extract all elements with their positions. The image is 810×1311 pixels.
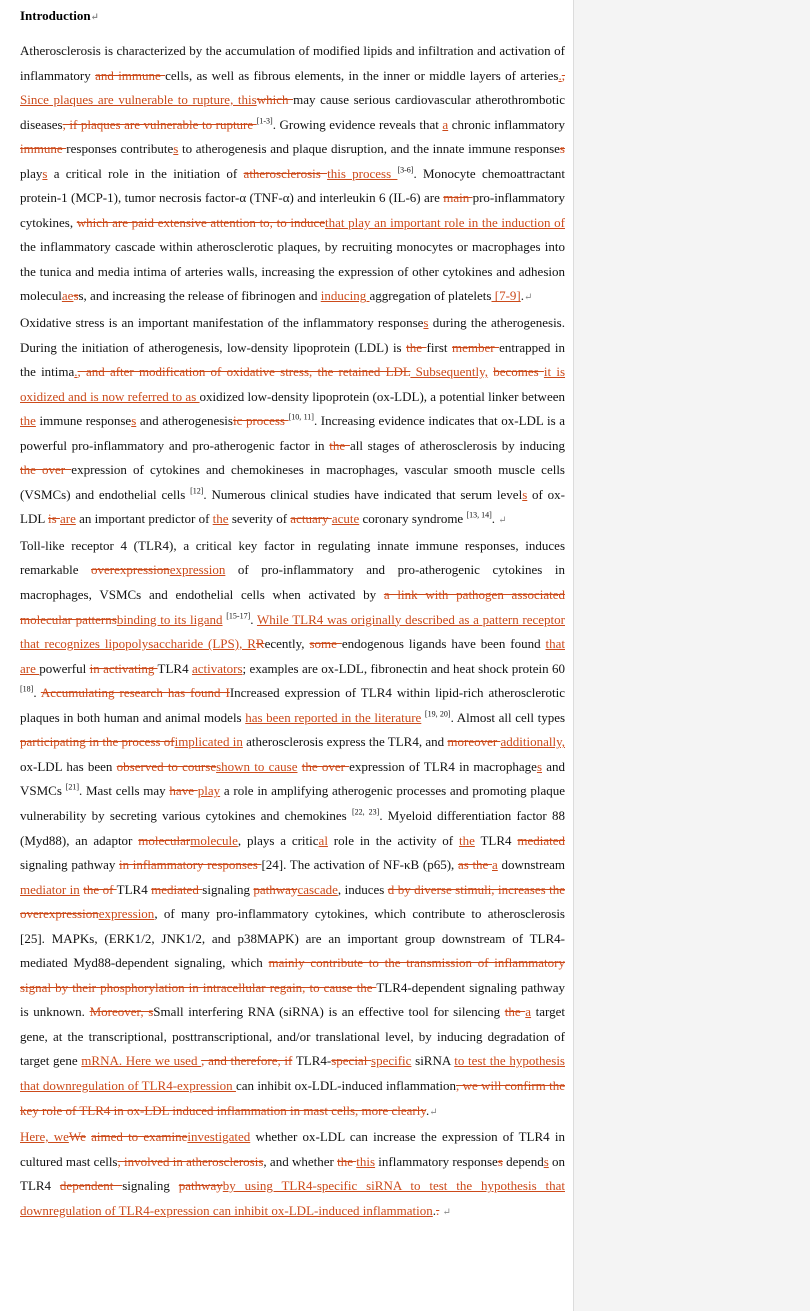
body-text: . <box>520 288 524 304</box>
body-text: and atherogenesis <box>136 413 233 429</box>
body-text: ecently, <box>264 636 310 652</box>
body-text: ; examples are ox-LDL, fibronectin and heat shock protein 60 <box>242 660 566 676</box>
inserted-text: implicated in <box>174 734 243 750</box>
body-text: , plays a critic <box>237 832 319 848</box>
body-text: of pro-inflammatory and pro-atherogenic cytokines in macrophages, VSMCs and endothelial cells when activated by <box>20 562 565 603</box>
inserted-text: mRNA. Here we used <box>81 1053 202 1069</box>
deleted-text: moreover <box>447 734 501 750</box>
body-text: expression of TLR4 in macrophage <box>349 758 537 774</box>
inserted-text: While TLR4 was originally described as a pattern receptor that recognizes lipopolysaccharide (LPS), R <box>20 611 565 652</box>
deleted-text: molecular <box>138 832 191 848</box>
inserted-text: . <box>558 67 562 83</box>
inserted-text: expression <box>98 906 155 922</box>
inserted-text: to test the hypothesis that downregulation of TLR4-expression <box>20 1053 565 1093</box>
body-text: and VSMCs <box>20 758 565 799</box>
citation: [3-6] <box>397 165 414 175</box>
deleted-text: which are paid extensive attention to, to induce <box>76 214 325 230</box>
inserted-text: activators <box>191 660 243 676</box>
deleted-text: , and therefore, if <box>201 1053 293 1069</box>
deleted-text: is <box>48 511 60 527</box>
paragraph-mark-icon: ↵ <box>498 515 507 527</box>
body-text: chronic inflammatory <box>448 116 565 132</box>
inserted-text: the <box>458 832 475 848</box>
inserted-text: expression <box>169 562 226 578</box>
body-text: may cause serious cardiovascular atherothrombotic diseases <box>20 92 565 132</box>
deleted-text: the <box>329 437 350 453</box>
inserted-text: s <box>173 141 179 157</box>
inserted-text: this <box>356 1153 376 1169</box>
document-body[interactable] <box>20 39 565 1225</box>
deleted-text: special <box>331 1053 372 1069</box>
paragraph-mark-icon: ↵ <box>90 12 99 23</box>
deleted-text: , if plaques are vulnerable to rupture <box>62 116 257 132</box>
body-text: . Almost all cell types <box>450 709 566 725</box>
inserted-text: . <box>74 364 78 380</box>
inserted-text: that play an important role in the induction of <box>325 214 566 230</box>
citation: [13, 14] <box>466 511 492 521</box>
deleted-text: the over <box>20 462 72 478</box>
body-text: pro-inflammatory cytokines, <box>20 190 565 230</box>
inserted-text: al <box>318 832 328 848</box>
body-text: responses contribute <box>66 141 174 157</box>
body-text: a role in amplifying atherogenic processes and promoting plaque vulnerability by secreting various cytokines and chemokines <box>20 783 565 823</box>
citation: [18] <box>20 684 34 694</box>
inserted-text: s <box>543 1153 549 1169</box>
body-text: . Growing evidence reveals that <box>272 116 443 132</box>
body-text: signaling <box>122 1178 179 1194</box>
inserted-text: specific <box>371 1053 412 1069</box>
body-text: entrapped in the intima <box>20 339 566 380</box>
deleted-text: member <box>452 339 500 355</box>
deleted-text: the <box>504 1004 526 1020</box>
deleted-text: immune <box>20 141 67 157</box>
body-text: during the atherogenesis. During the initiation of atherogenesis, low-density lipoprotein (LDL) is <box>20 315 565 355</box>
deleted-text: s <box>559 141 565 157</box>
deleted-text: s <box>497 1153 503 1169</box>
body-text: TLR4-dependent signaling pathway is unknown. <box>20 979 565 1020</box>
inserted-text: s <box>42 165 48 181</box>
deleted-text: which <box>256 92 294 108</box>
inserted-text: molecule <box>190 832 238 848</box>
inserted-text: cascade <box>297 881 338 897</box>
body-text: depend <box>502 1153 544 1169</box>
body-text: powerful <box>39 660 90 676</box>
heading-text: Introduction <box>20 8 91 23</box>
paragraph <box>20 1125 565 1225</box>
deleted-text: mediated <box>517 832 566 848</box>
deleted-text: observed to course <box>116 758 217 774</box>
section-heading <box>20 6 99 28</box>
inserted-text: a <box>525 1004 532 1020</box>
body-text: of ox-LDL <box>20 486 565 527</box>
body-text: [24]. The activation of NF-κB (p65), <box>261 857 458 873</box>
inserted-text: s <box>522 486 528 502</box>
inserted-text: inducing <box>320 288 370 304</box>
deleted-text: , involved in atherosclerosis <box>117 1153 264 1169</box>
paragraph-mark-icon: ↵ <box>429 1106 438 1118</box>
inserted-text: are <box>59 511 76 527</box>
paragraph-mark-icon: ↵ <box>442 1206 451 1218</box>
inserted-text: acute <box>331 511 360 527</box>
body-text: . <box>426 1102 430 1118</box>
deleted-text: actuary <box>290 511 332 527</box>
deleted-text: , <box>561 67 565 83</box>
body-text: a critical role in the initiation of <box>47 165 244 181</box>
deleted-text: mainly contribute to the transmission of inflammatory signal by their phosphorylation in intracellular regain, to cause the <box>20 955 566 995</box>
body-text: Small interfering RNA (siRNA) is an effective tool for silencing <box>153 1004 505 1020</box>
body-text: Oxidative stress is an important manifestation of the inflammatory response <box>20 315 424 331</box>
body-text: expression of cytokines and chemokineses in macrophages, vascular smooth muscle cells (VSMCs) and endothelial cells <box>20 462 565 502</box>
body-text: Atherosclerosis is characterized by the accumulation of modified lipids and infiltration and activation of inflammatory <box>20 43 565 83</box>
inserted-text: ae <box>61 288 74 304</box>
body-text: . <box>491 511 499 527</box>
body-text: first <box>426 339 453 355</box>
body-text: an important predictor of <box>75 511 213 527</box>
paragraph <box>20 534 565 1125</box>
inserted-text: play <box>197 783 221 799</box>
deleted-text: , and after modification of oxidative stress, the retained LDL <box>77 364 411 380</box>
paragraph <box>20 39 565 311</box>
inserted-text: the <box>212 511 229 527</box>
body-text: aggregation of platelets <box>369 288 492 304</box>
body-text: Increased expression of TLR4 within lipid-rich atherosclerotic plaques in both human and animal models <box>20 685 565 725</box>
inserted-text: investigated <box>187 1129 251 1145</box>
inserted-text: the <box>20 413 36 429</box>
deleted-text: atherosclerosis <box>243 165 328 181</box>
citation: [10, 11] <box>288 412 314 422</box>
body-text: the inflammatory cascade within atherosclerotic plaques, by recruiting monocytes or macrophages into the tunica and media intima of arteries walls, increasing the expression of other cytokines and adhesion molecul <box>20 239 565 304</box>
inserted-text: s <box>423 315 429 331</box>
inserted-text: it is oxidized and is now referred to as <box>20 364 566 404</box>
deleted-text: in inflammatory responses <box>119 857 262 873</box>
body-text: , of many pro-inflammatory cytokines, which contribute to atherosclerosis [25]. MAPKs, (ERK1/2, JNK1/2, and p38MAPK) are an important group downstream of TLR4-mediated Myd88-dependent signaling, which <box>20 906 565 971</box>
body-text: TLR4 <box>157 660 192 676</box>
citation: [19, 20] <box>424 709 451 719</box>
deleted-text: . <box>436 1202 440 1218</box>
body-text: cells, as well as fibrous elements, in the inner or middle layers of arteries <box>165 67 559 83</box>
body-text: signaling pathway <box>20 857 120 873</box>
inserted-text: a <box>492 857 498 873</box>
body-text: Toll-like receptor 4 (TLR4), a critical key factor in regulating innate immune responses, induces remarkable <box>20 537 565 578</box>
deleted-text: overexpression <box>91 562 170 578</box>
inserted-text: has been reported in the literature <box>245 709 422 725</box>
body-text: siRNA <box>411 1053 455 1069</box>
deleted-text: the <box>406 339 427 355</box>
deleted-text: main <box>443 190 473 206</box>
body-text: . Mast cells may <box>78 783 170 799</box>
deleted-text: dependent <box>59 1178 123 1194</box>
inserted-text: that are <box>20 636 565 676</box>
body-text: , induces <box>337 881 388 897</box>
deleted-text: Moreover, s <box>89 1004 154 1020</box>
body-text: signaling <box>202 881 254 897</box>
body-text: severity of <box>228 511 291 527</box>
inserted-text: Here, we <box>20 1129 69 1145</box>
body-text: . <box>33 685 41 701</box>
inserted-text: a <box>442 116 449 132</box>
body-text: target gene, at the transcriptional, posttranscriptional, and/or translational level, by inducing degradation of target gene <box>20 1004 566 1069</box>
inserted-text: additionally, <box>500 734 565 750</box>
body-text: . <box>250 611 257 627</box>
body-text: . Myeloid differentiation factor 88 (Myd88), an adaptor <box>20 807 566 848</box>
body-text: TLR4 <box>116 881 152 897</box>
inserted-text: s <box>536 758 542 774</box>
inserted-text: Subsequently, <box>410 364 489 380</box>
deleted-text: some <box>309 636 342 652</box>
body-text: , and whether <box>263 1153 338 1169</box>
deleted-text: mediated <box>151 881 203 897</box>
deleted-text: pathway <box>178 1178 223 1194</box>
body-text: immune response <box>35 413 132 429</box>
body-text: endogenous ligands have been found <box>341 636 546 652</box>
citation: [21] <box>65 783 79 793</box>
inserted-text: s <box>131 413 137 429</box>
deleted-text: the of <box>83 881 117 897</box>
body-text: play <box>20 165 43 181</box>
body-text: downstream <box>497 857 565 873</box>
body-text: whether ox-LDL can increase the expression of TLR4 in cultured mast cells <box>20 1129 565 1169</box>
body-text: atherosclerosis express the TLR4, and <box>242 734 448 750</box>
inserted-text: shown to cause <box>216 758 298 774</box>
deleted-text: participating in the process of <box>20 734 175 750</box>
deleted-text: a link with pathogen associated molecular patterns <box>20 587 565 627</box>
comment-margin-pane <box>573 0 810 1311</box>
deleted-text: d by diverse stimuli, increases the overexpression <box>20 881 565 922</box>
citation: [12] <box>190 486 204 496</box>
body-text: role in the activity of <box>327 832 459 848</box>
body-text: on TLR4 <box>20 1153 566 1194</box>
body-text: TLR4- <box>292 1053 332 1069</box>
inserted-text: binding to its ligand <box>116 611 223 627</box>
deleted-text: and immune <box>95 67 166 83</box>
deleted-text: the over <box>301 758 350 774</box>
citation: [22, 23] <box>351 807 380 817</box>
inserted-text: by using TLR4-specific siRNA to test the hypothesis that downregulation of TLR4-expression can inhibit ox-LDL-induced inflammation <box>20 1178 565 1218</box>
inserted-text: Since plaques are vulnerable to rupture, this <box>20 92 257 108</box>
deleted-text: becomes <box>493 364 544 380</box>
deleted-text: s <box>73 288 79 304</box>
deleted-text: have <box>169 783 198 799</box>
body-text: coronary syndrome <box>359 511 467 527</box>
paragraph-mark-icon: ↵ <box>523 292 533 304</box>
body-text: . Numerous clinical studies have indicated that serum level <box>203 486 523 502</box>
inserted-text: [7-9] <box>491 288 521 304</box>
deleted-text: the <box>337 1153 357 1169</box>
deleted-text: R <box>255 636 265 652</box>
deleted-text: We <box>68 1129 86 1145</box>
deleted-text: ic process <box>232 413 289 429</box>
body-text: . Increasing evidence indicates that ox-LDL is a powerful pro-inflammatory and pro-atherogenic factor in <box>20 413 566 453</box>
paragraph <box>20 311 565 534</box>
body-text: all stages of atherosclerosis by inducing <box>349 437 565 453</box>
inserted-text: mediator in <box>20 881 80 897</box>
body-text: TLR4 <box>474 832 518 848</box>
deleted-text: in activating <box>89 660 158 676</box>
citation: [15-17] <box>226 611 251 621</box>
citation: [1-3] <box>256 116 273 126</box>
deleted-text: , we will confirm the key role of TLR4 in ox-LDL induced inflammation in mast cells, more clearly <box>20 1077 565 1118</box>
inserted-text: this process <box>327 165 398 181</box>
body-text: . Monocyte chemoattractant protein-1 (MCP-1), tumor necrosis factor-α (TNF-α) and interleukin 6 (IL-6) are <box>20 165 565 206</box>
deleted-text: Accumulating research has found I <box>40 685 230 701</box>
body-text: can inhibit ox-LDL-induced inflammation <box>235 1077 457 1093</box>
body-text: oxidized low-density lipoprotein (ox-LDL), a potential linker between <box>199 388 565 404</box>
body-text: ox-LDL has been <box>20 758 117 774</box>
deleted-text: as the <box>457 857 492 873</box>
body-text: inflammatory response <box>375 1153 498 1169</box>
deleted-text: aimed to examine <box>91 1129 188 1145</box>
body-text: . <box>432 1202 437 1218</box>
body-text: s, and increasing the release of fibrinogen and <box>78 288 321 304</box>
body-text: to atherogenesis and plaque disruption, and the innate immune response <box>178 141 560 157</box>
deleted-text: pathway <box>253 881 298 897</box>
